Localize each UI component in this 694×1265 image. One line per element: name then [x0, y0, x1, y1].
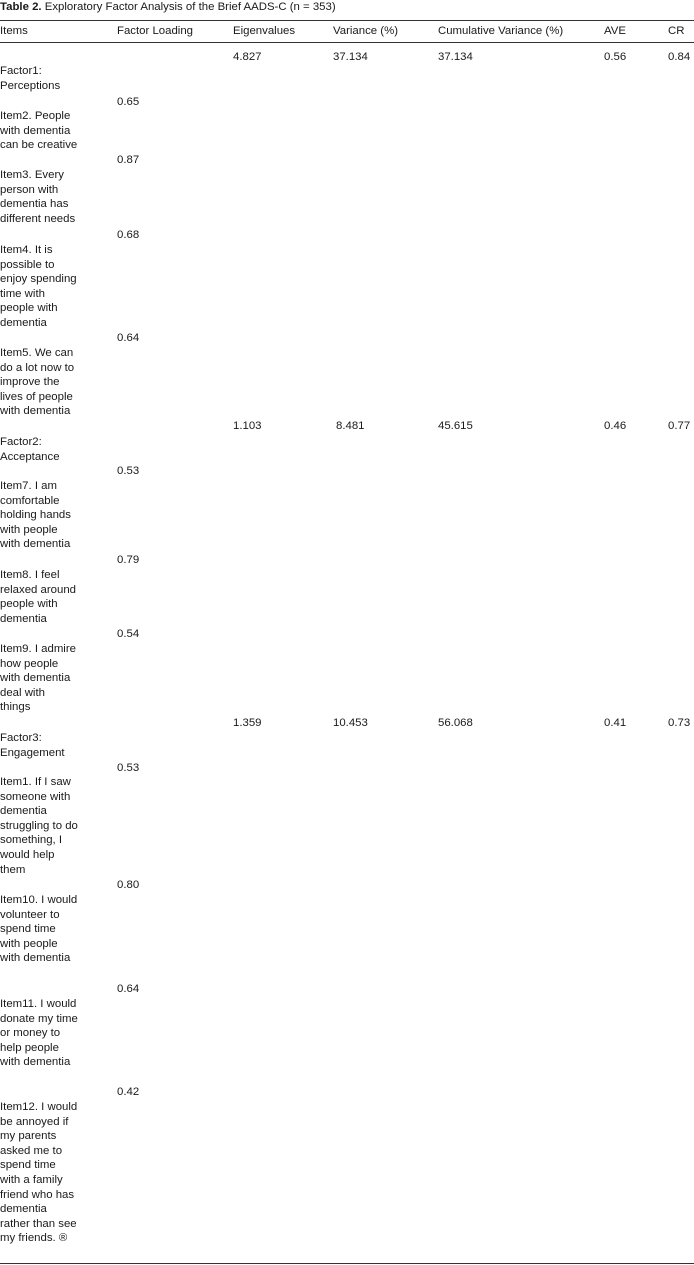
- factor1-cr: 0.84: [668, 51, 691, 63]
- factor2-cr: 0.77: [668, 420, 691, 432]
- table-label: Table 2.: [0, 1, 42, 13]
- table-bottom-rule: [0, 1263, 694, 1264]
- table-title: Exploratory Factor Analysis of the Brief AADS-C (n = 353): [44, 1, 336, 13]
- factor2-eigenvalue: 1.103: [233, 420, 262, 432]
- factor2-variance: 8.481: [336, 420, 365, 432]
- factor1-variance: 37.134: [333, 51, 368, 63]
- factor2-name: Factor2: Acceptance: [0, 436, 60, 463]
- item3-loading: 0.87: [117, 154, 140, 166]
- item5-text: Item5. We can do a lot now to improve the lives of people with dementia: [0, 347, 75, 418]
- item3-text: Item3. Every person with dementia has different needs: [0, 169, 76, 225]
- item11-text: Item11. I would donate my time or money to help people with dementia: [0, 998, 78, 1069]
- factor3-cumulative: 56.068: [438, 717, 473, 729]
- item8-text: Item8. I feel relaxed around people with dementia: [0, 569, 76, 625]
- factor3-name: Factor3: Engagement: [0, 732, 65, 759]
- table-top-rule: [0, 20, 694, 21]
- header-factor-loading: Factor Loading: [117, 25, 193, 37]
- header-cumulative-variance: Cumulative Variance (%): [438, 25, 564, 37]
- header-ave: AVE: [604, 25, 626, 37]
- factor2-ave: 0.46: [604, 420, 627, 432]
- table-caption: [0, 0, 694, 21]
- factor3-ave: 0.41: [604, 717, 627, 729]
- item11-loading: 0.64: [117, 983, 140, 995]
- item10-text: Item10. I would volunteer to spend time with people with dementia: [0, 894, 78, 965]
- item9-loading: 0.54: [117, 628, 140, 640]
- item9-text: Item9. I admire how people with dementia deal with things: [0, 643, 76, 714]
- item12-loading: 0.42: [117, 1086, 140, 1098]
- item7-loading: 0.53: [117, 465, 140, 477]
- factor2-cumulative: 45.615: [438, 420, 473, 432]
- item4-text: Item4. It is possible to enjoy spending time with people with dementia: [0, 244, 77, 329]
- item10-loading: 0.80: [117, 879, 140, 891]
- header-cr: CR: [668, 25, 685, 37]
- item12-text: Item12. I would be annoyed if my parents asked me to spend time with a family friend who has dementia rather than see my friends. ®: [0, 1101, 78, 1245]
- header-eigenvalues: Eigenvalues: [233, 25, 296, 37]
- factor1-name: Factor1: Perceptions: [0, 65, 61, 92]
- item1-loading: 0.53: [117, 762, 140, 774]
- factor1-cumulative: 37.134: [438, 51, 473, 63]
- item5-loading: 0.64: [117, 332, 140, 344]
- header-items: Items: [0, 25, 28, 37]
- factor3-eigenvalue: 1.359: [233, 717, 262, 729]
- header-variance: Variance (%): [333, 25, 398, 37]
- factor3-cr: 0.73: [668, 717, 691, 729]
- item4-loading: 0.68: [117, 229, 140, 241]
- item2-text: Item2. People with dementia can be creative: [0, 110, 78, 152]
- item7-text: Item7. I am comfortable holding hands with people with dementia: [0, 480, 71, 551]
- item2-loading: 0.65: [117, 96, 140, 108]
- item1-text: Item1. If I saw someone with dementia struggling to do something, I would help them: [0, 776, 78, 876]
- factor1-ave: 0.56: [604, 51, 627, 63]
- item8-loading: 0.79: [117, 554, 140, 566]
- table-header-rule: [0, 42, 694, 43]
- factor3-variance: 10.453: [333, 717, 368, 729]
- factor1-eigenvalue: 4.827: [233, 51, 262, 63]
